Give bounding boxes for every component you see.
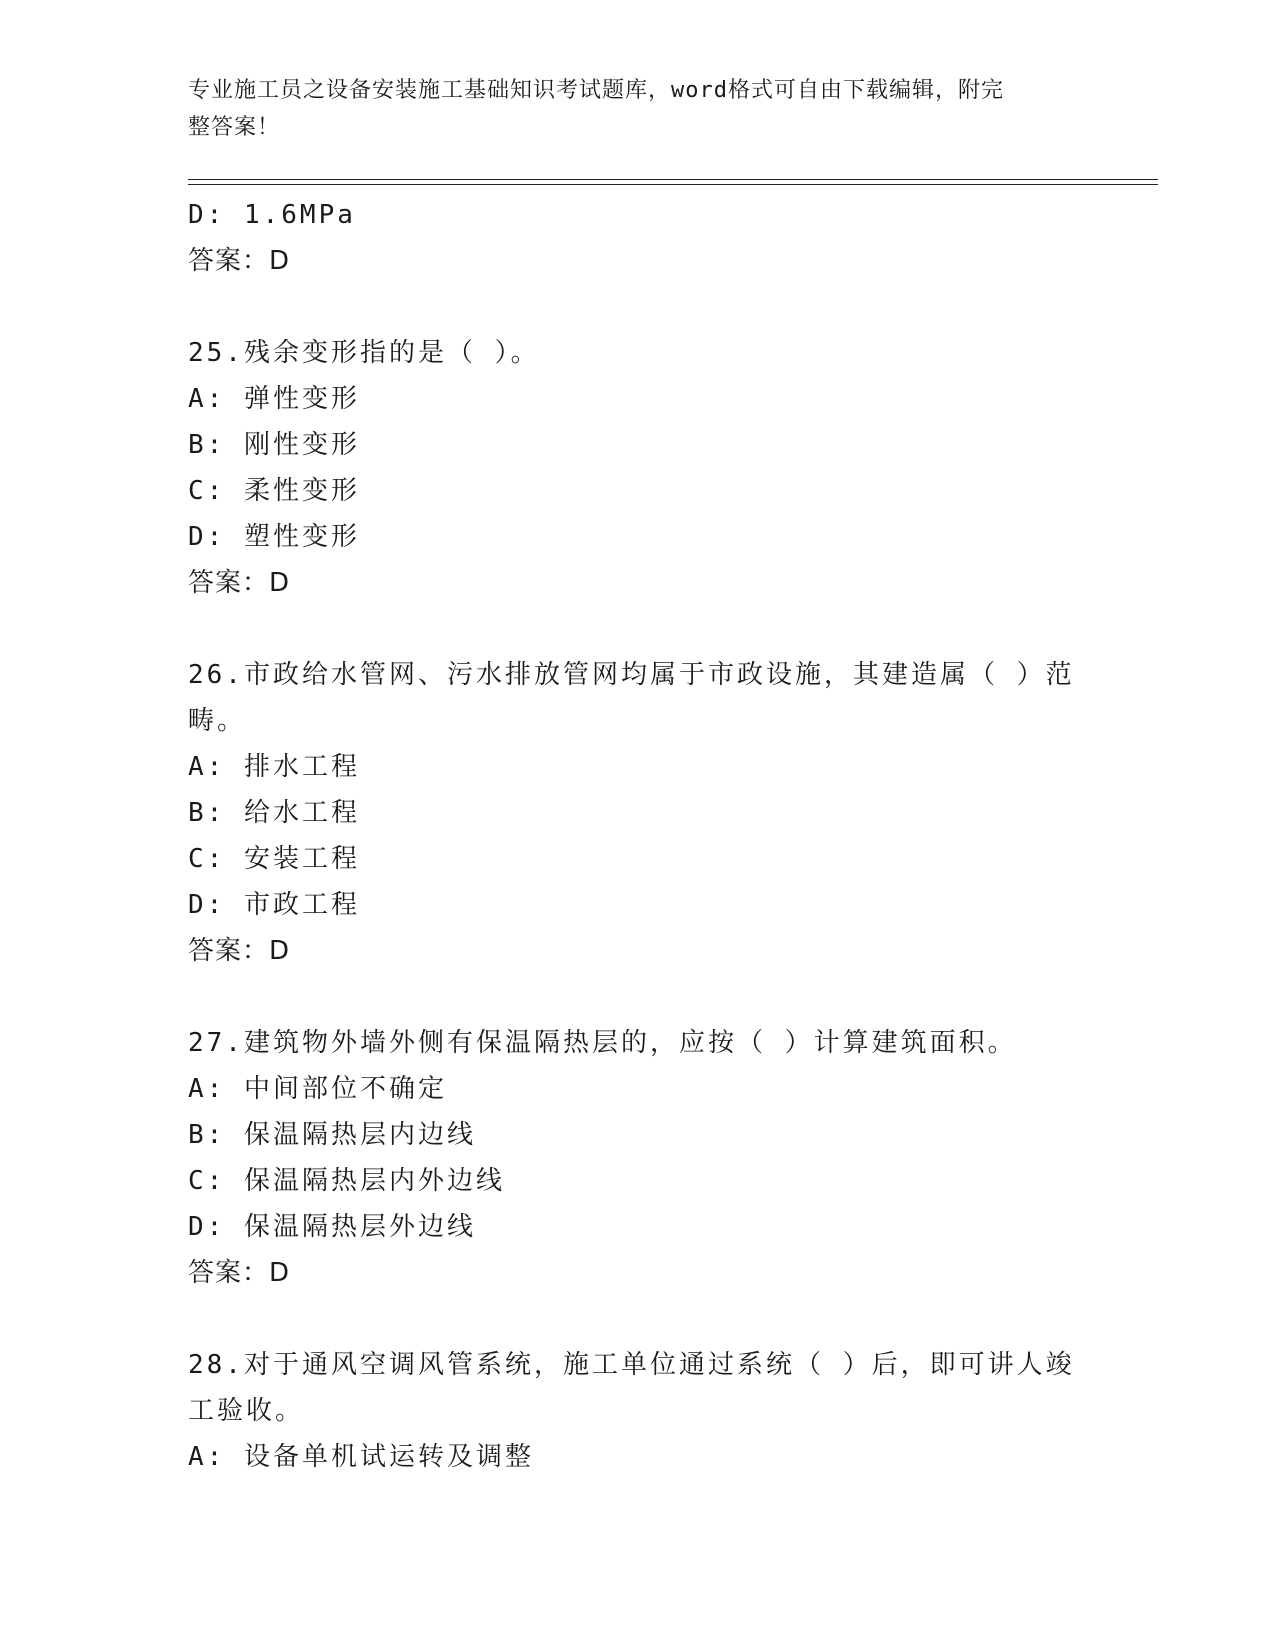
header-divider-bottom — [188, 184, 1158, 185]
answer-label: 答案：D — [188, 568, 291, 598]
option-a: A: 中间部位不确定 — [188, 1074, 447, 1104]
option-b: B: 保温隔热层内边线 — [188, 1120, 476, 1150]
option-c: C: 柔性变形 — [188, 476, 360, 506]
option-a: A: 设备单机试运转及调整 — [188, 1442, 534, 1472]
question-list — [188, 192, 1075, 1480]
option-b: B: 刚性变形 — [188, 430, 360, 460]
header-divider-top — [188, 179, 1158, 180]
answer-label: 答案：D — [188, 246, 291, 276]
question-28-text-line-2: 工验收。 — [188, 1396, 305, 1426]
document-header — [188, 72, 1088, 146]
option-a: A: 排水工程 — [188, 752, 360, 782]
option-d: D: 市政工程 — [188, 890, 360, 920]
header-line-2: 整答案！ — [188, 115, 281, 140]
question-28-text-line-1: 28.对于通风空调风管系统，施工单位通过系统（ ）后，即可讲人竣 — [188, 1350, 1075, 1380]
option-d: D: 1.6MPa — [188, 200, 356, 230]
option-c: C: 保温隔热层内外边线 — [188, 1166, 505, 1196]
option-b: B: 给水工程 — [188, 798, 360, 828]
header-line-1: 专业施工员之设备安装施工基础知识考试题库，word格式可自由下载编辑，附完 — [188, 78, 1004, 103]
answer-label: 答案：D — [188, 1258, 291, 1288]
option-d: D: 塑性变形 — [188, 522, 360, 552]
option-d: D: 保温隔热层外边线 — [188, 1212, 476, 1242]
option-c: C: 安装工程 — [188, 844, 360, 874]
answer-label: 答案：D — [188, 936, 291, 966]
question-26-text-line-1: 26.市政给水管网、污水排放管网均属于市政设施，其建造属（ ）范 — [188, 660, 1075, 690]
question-26-text-line-2: 畴。 — [188, 706, 247, 736]
question-27-text: 27.建筑物外墙外侧有保温隔热层的，应按（ ）计算建筑面积。 — [188, 1028, 1017, 1058]
question-25-text: 25.残余变形指的是（ ）。 — [188, 338, 540, 368]
option-a: A: 弹性变形 — [188, 384, 360, 414]
